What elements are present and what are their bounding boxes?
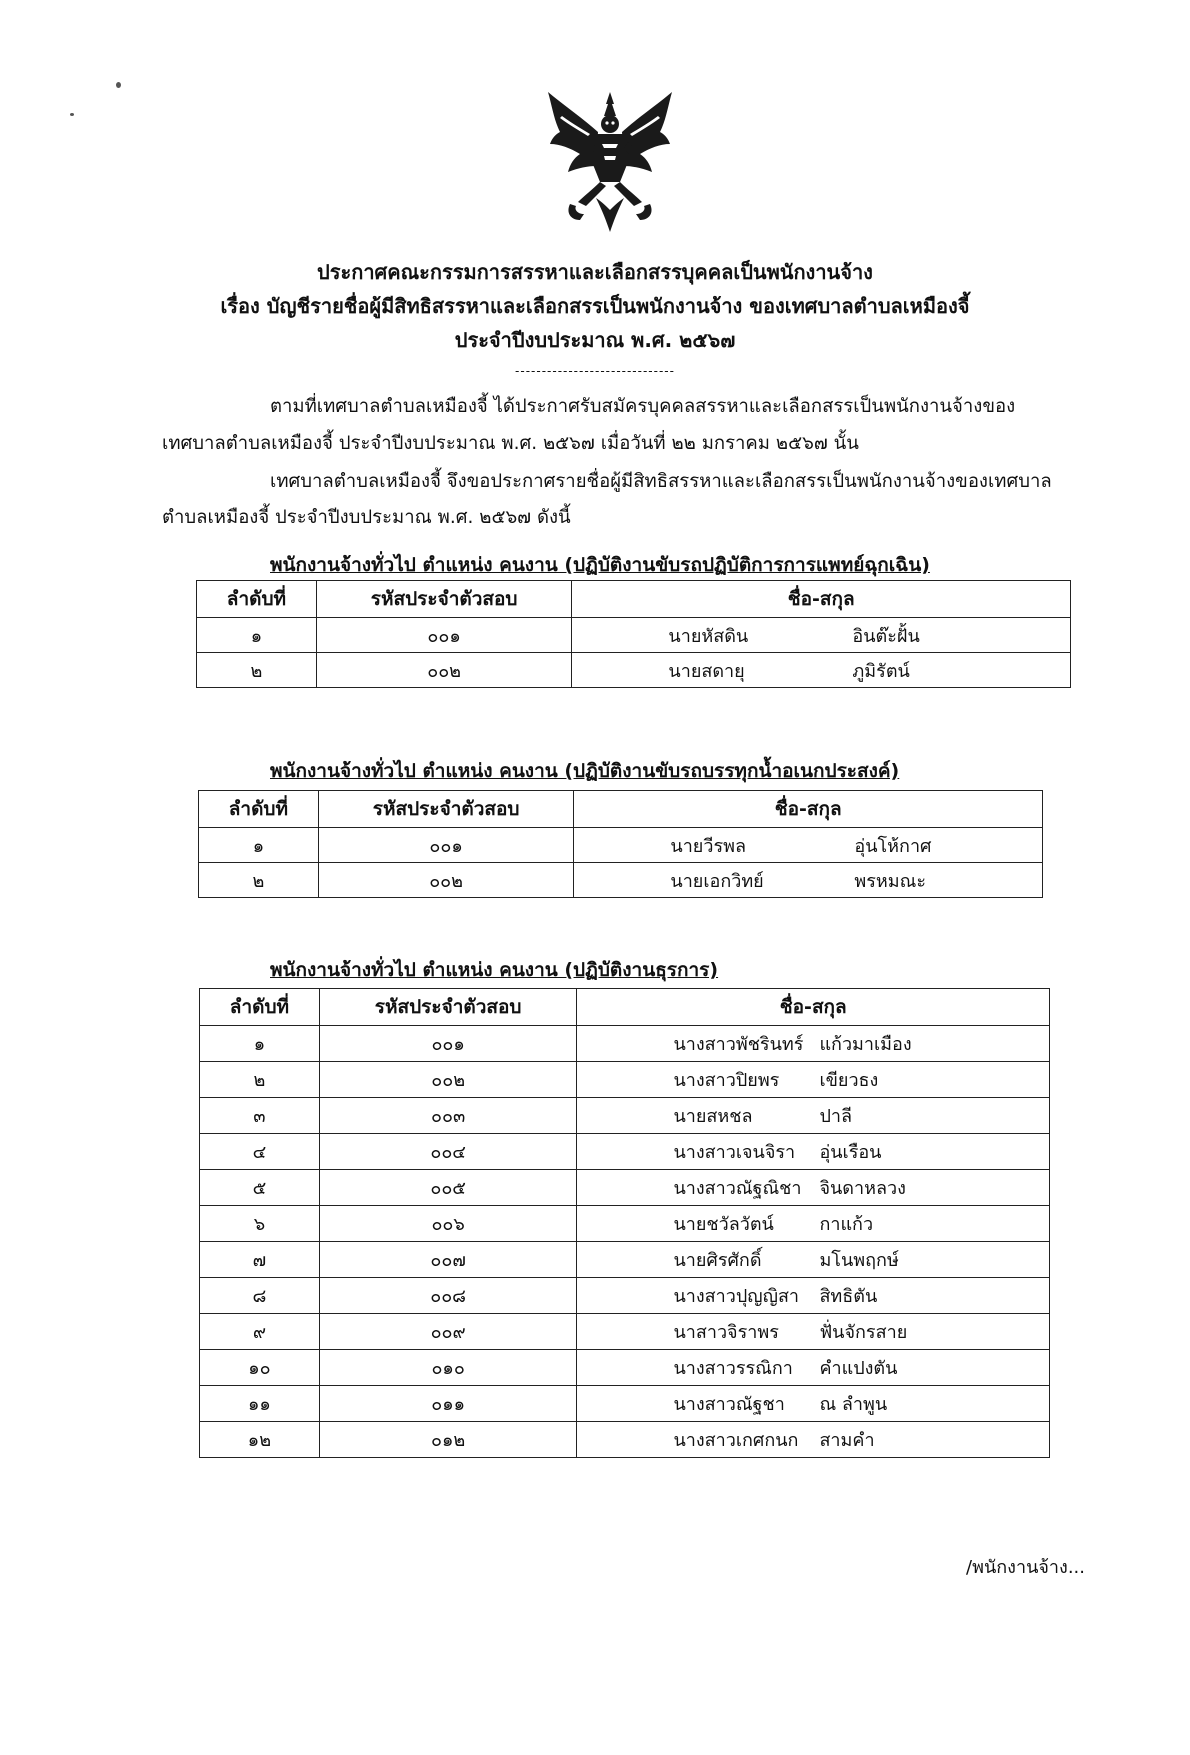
paragraph-1-line-2: เทศบาลตำบลเหมืองจี้ ประจำปีงบประมาณ พ.ศ. ๒๕๖๗ เมื่อวันที่ ๒๒ มกราคม ๒๕๖๗ นั้น [162, 433, 859, 454]
first-name: นายสดายุ [668, 660, 745, 682]
first-name: นายชวัลวัตน์ [673, 1214, 774, 1235]
cell-code: ๐๐๒ [318, 863, 574, 898]
cell-code: ๐๐๔ [319, 1134, 577, 1170]
column-header-no: ลำดับที่ [197, 581, 317, 618]
cell-code: ๐๐๑ [316, 618, 572, 653]
last-name: สิทธิตัน [819, 1286, 878, 1307]
first-name: นางสาวณัฐชา [673, 1394, 785, 1415]
cell-code: ๐๐๒ [319, 1062, 577, 1098]
table-header-row [197, 581, 1071, 618]
cell-code: ๐๐๕ [319, 1170, 577, 1206]
cell-code: ๐๑๑ [319, 1386, 577, 1422]
announcement-fiscal-year: ประจำปีงบประมาณ พ.ศ. ๒๕๖๗ [454, 328, 736, 352]
last-name: ณ ลำพูน [819, 1394, 888, 1415]
column-header-code: รหัสประจำตัวสอบ [319, 989, 577, 1026]
cell-no: ๑ [199, 828, 319, 863]
last-name: มโนพฤกษ์ [819, 1250, 899, 1271]
cell-code: ๐๑๒ [319, 1422, 577, 1458]
cell-name [577, 1350, 1050, 1386]
cell-no: ๑ [197, 618, 317, 653]
column-header-name: ชื่อ-สกุล [577, 989, 1050, 1026]
last-name: กาแก้ว [819, 1214, 874, 1235]
column-header-name: ชื่อ-สกุล [572, 581, 1071, 618]
first-name: นางสาวปุญญิสา [673, 1286, 800, 1307]
table-row [200, 1062, 1050, 1098]
cell-no: ๓ [200, 1098, 320, 1134]
last-name: คำแปงตัน [819, 1358, 898, 1379]
cell-name [577, 1278, 1050, 1314]
cell-name [574, 828, 1043, 863]
section-title-ems-driver: พนักงานจ้างทั่วไป ตำแหน่ง คนงาน (ปฏิบัติงานขับรถปฏิบัติการการแพทย์ฉุกเฉิน) [270, 554, 930, 576]
table-row [200, 1134, 1050, 1170]
cell-no: ๑๐ [200, 1350, 320, 1386]
first-name: นางสาวพัชรินทร์ [673, 1034, 804, 1055]
cell-code: ๐๐๓ [319, 1098, 577, 1134]
cell-no: ๑๒ [200, 1422, 320, 1458]
last-name: อุ่นเรือน [819, 1142, 882, 1163]
cell-code: ๐๐๖ [319, 1206, 577, 1242]
cell-code: ๐๐๙ [319, 1314, 577, 1350]
table-row [200, 1278, 1050, 1314]
first-name: นางสาวปิยพร [673, 1070, 780, 1091]
paragraph-1-line-1: ตามที่เทศบาลตำบลเหมืองจี้ ได้ประกาศรับสมัครบุคคลสรรหาและเลือกสรรเป็นพนักงานจ้างของ [270, 396, 1016, 417]
table-row [200, 1098, 1050, 1134]
table-row [200, 1206, 1050, 1242]
first-name: นางสาวรรณิกา [673, 1358, 793, 1379]
cell-name [577, 1062, 1050, 1098]
table-row [200, 1422, 1050, 1458]
column-header-no: ลำดับที่ [200, 989, 320, 1026]
table-row [199, 863, 1043, 898]
cell-no: ๒ [197, 653, 317, 688]
cell-name [577, 1170, 1050, 1206]
cell-no: ๒ [200, 1062, 320, 1098]
cell-no: ๗ [200, 1242, 320, 1278]
table-row [200, 1170, 1050, 1206]
first-name: นายสหชล [673, 1106, 753, 1127]
first-name: นางสาวเจนจิรา [673, 1142, 796, 1163]
cell-name [577, 1134, 1050, 1170]
table-header-row [199, 791, 1043, 828]
cell-name [572, 653, 1071, 688]
candidate-table-water-truck-driver [198, 790, 1043, 898]
announcement-title: ประกาศคณะกรรมการสรรหาและเลือกสรรบุคคลเป็นพนักงานจ้าง [317, 260, 873, 284]
cell-code: ๐๐๒ [316, 653, 572, 688]
last-name: พรหมณะ [854, 870, 927, 892]
section-title-water-truck-driver: พนักงานจ้างทั่วไป ตำแหน่ง คนงาน (ปฏิบัติงานขับรถบรรทุกน้ำอเนกประสงค์) [270, 760, 900, 782]
first-name: นายศิรศักดิ์ [673, 1250, 762, 1271]
cell-code: ๐๐๑ [319, 1026, 577, 1062]
first-name: นางสาวณัฐณิชา [673, 1178, 802, 1199]
first-name: นายเอกวิทย์ [670, 870, 764, 892]
cell-name [572, 618, 1071, 653]
candidate-table-ems-driver [196, 580, 1071, 688]
paragraph-2-line-2: ตำบลเหมืองจี้ ประจำปีงบประมาณ พ.ศ. ๒๕๖๗ ดังนี้ [162, 507, 571, 528]
table-row [200, 1026, 1050, 1062]
first-name: นายวีรพล [670, 835, 747, 857]
column-header-no: ลำดับที่ [199, 791, 319, 828]
continuation-note: /พนักงานจ้าง... [966, 1557, 1085, 1578]
table-row [200, 1314, 1050, 1350]
first-name: นายหัสดิน [668, 625, 749, 647]
announcement-subject: เรื่อง บัญชีรายชื่อผู้มีสิทธิสรรหาและเลือกสรรเป็นพนักงานจ้าง ของเทศบาลตำบลเหมืองจี้ [220, 294, 970, 318]
last-name: อินต๊ะฝั้น [852, 625, 920, 647]
cell-no: ๙ [200, 1314, 320, 1350]
first-name: นางสาวเกศกนก [673, 1430, 799, 1451]
table-row [200, 1386, 1050, 1422]
cell-name [577, 1026, 1050, 1062]
last-name: เขียวธง [819, 1070, 879, 1091]
cell-name [577, 1242, 1050, 1278]
last-name: แก้วมาเมือง [819, 1034, 912, 1055]
column-header-name: ชื่อ-สกุล [574, 791, 1043, 828]
table-row [197, 618, 1071, 653]
table-row [197, 653, 1071, 688]
first-name: นาสาวจิราพร [673, 1322, 779, 1343]
cell-name [577, 1098, 1050, 1134]
cell-no: ๔ [200, 1134, 320, 1170]
cell-no: ๖ [200, 1206, 320, 1242]
garuda-emblem-icon [540, 86, 680, 236]
candidate-table-clerical [199, 988, 1050, 1458]
last-name: ปาลี [819, 1106, 853, 1127]
last-name: อุ่นโห้กาศ [854, 835, 932, 857]
last-name: ภูมิรัตน์ [852, 660, 910, 682]
table-header-row [200, 989, 1050, 1026]
cell-code: ๐๐๘ [319, 1278, 577, 1314]
last-name: ฟั่นจักรสาย [819, 1322, 908, 1343]
cell-no: ๒ [199, 863, 319, 898]
column-header-code: รหัสประจำตัวสอบ [316, 581, 572, 618]
cell-no: ๑๑ [200, 1386, 320, 1422]
scan-speck [116, 82, 121, 88]
cell-name [577, 1314, 1050, 1350]
cell-name [577, 1206, 1050, 1242]
last-name: จินดาหลวง [819, 1178, 906, 1199]
cell-name [577, 1422, 1050, 1458]
scan-speck [70, 113, 74, 116]
cell-no: ๑ [200, 1026, 320, 1062]
paragraph-2-line-1: เทศบาลตำบลเหมืองจี้ จึงขอประกาศรายชื่อผู้มีสิทธิสรรหาและเลือกสรรเป็นพนักงานจ้างของเทศบาล [270, 471, 1052, 492]
table-row [199, 828, 1043, 863]
cell-code: ๐๐๗ [319, 1242, 577, 1278]
cell-code: ๐๐๑ [318, 828, 574, 863]
last-name: สามคำ [819, 1430, 875, 1451]
table-row [200, 1242, 1050, 1278]
cell-name [577, 1386, 1050, 1422]
header-divider: ------------------------------ [515, 364, 675, 378]
table-row [200, 1350, 1050, 1386]
cell-no: ๕ [200, 1170, 320, 1206]
cell-no: ๘ [200, 1278, 320, 1314]
cell-name [574, 863, 1043, 898]
cell-code: ๐๑๐ [319, 1350, 577, 1386]
section-title-clerical: พนักงานจ้างทั่วไป ตำแหน่ง คนงาน (ปฏิบัติงานธุรการ) [270, 959, 719, 981]
column-header-code: รหัสประจำตัวสอบ [318, 791, 574, 828]
